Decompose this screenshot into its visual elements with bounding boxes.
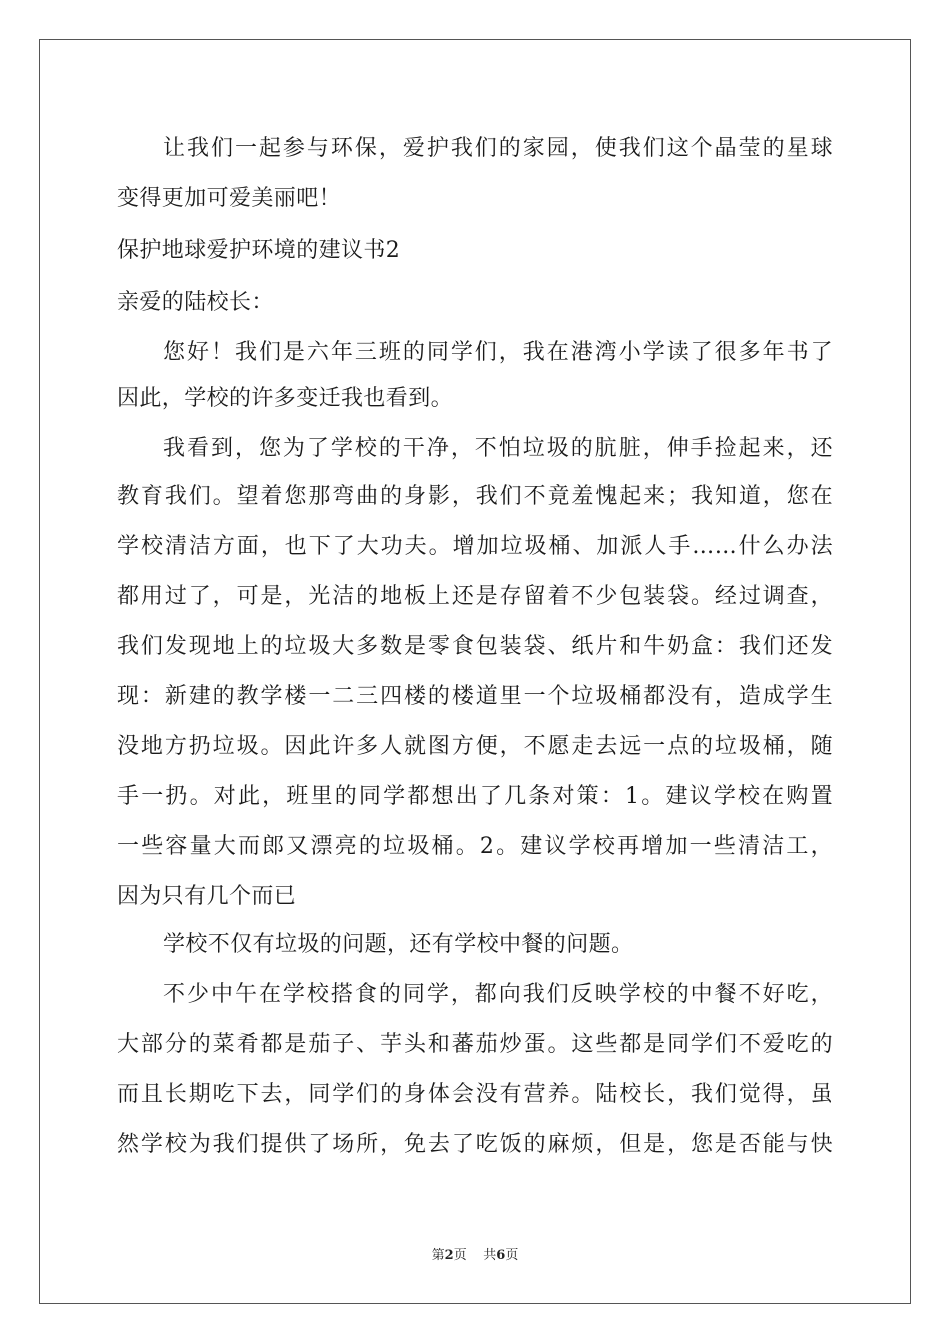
page-number: 2: [444, 1248, 454, 1263]
text-line: 变得更加可爱美丽吧！: [117, 186, 342, 211]
total-pages: 6: [496, 1248, 506, 1263]
page-border: [39, 39, 911, 1304]
total-suffix: 页: [505, 1248, 519, 1263]
salutation: 亲爱的陆校长：: [117, 290, 274, 315]
text-line: 然学校为我们提供了场所，免去了吃饭的麻烦，但是，您是否能与快: [117, 1132, 833, 1157]
text-line: 因此，学校的许多变迁我也看到。: [117, 386, 454, 411]
text-line: 学校清洁方面，也下了大功夫。增加垃圾桶、加派人手……什么办法: [117, 534, 833, 559]
text-line: 您好！我们是六年三班的同学们，我在港湾小学读了很多年书了: [163, 340, 833, 365]
text-line: 现：新建的教学楼一二三四楼的楼道里一个垃圾桶都没有，造成学生: [117, 684, 833, 709]
page-footer: [0, 1248, 950, 1264]
text-line: 一些容量大而郎又漂亮的垃圾桶。2。建议学校再增加一些清洁工，: [117, 834, 833, 859]
text-line: 学校不仅有垃圾的问题，还有学校中餐的问题。: [163, 932, 634, 957]
text-line: 教育我们。望着您那弯曲的身影，我们不竟羞愧起来；我知道，您在: [117, 484, 833, 509]
page-prefix: 第: [431, 1248, 445, 1263]
text-line: 而且长期吃下去，同学们的身体会没有营养。陆校长，我们觉得，虽: [117, 1082, 833, 1107]
page-suffix: 页: [453, 1248, 467, 1263]
text-line: 没地方扔垃圾。因此许多人就图方便，不愿走去远一点的垃圾桶，随: [117, 734, 833, 759]
total-prefix: 共: [483, 1248, 497, 1263]
text-line: 我看到，您为了学校的干净，不怕垃圾的肮脏，伸手捡起来，还: [163, 436, 833, 461]
text-line: 因为只有几个而已: [117, 884, 297, 909]
text-line: 大部分的菜肴都是茄子、芋头和蕃茄炒蛋。这些都是同学们不爱吃的: [117, 1032, 833, 1057]
section-title: 保护地球爱护环境的建议书2: [117, 238, 401, 263]
text-line: 手一扔。对此，班里的同学都想出了几条对策：1。建议学校在购置: [117, 784, 833, 809]
text-line: 我们发现地上的垃圾大多数是零食包装袋、纸片和牛奶盒：我们还发: [117, 634, 833, 659]
text-line: 让我们一起参与环保，爱护我们的家园，使我们这个晶莹的星球: [163, 136, 833, 161]
text-line: 都用过了，可是，光洁的地板上还是存留着不少包装袋。经过调查，: [117, 584, 833, 609]
text-line: 不少中午在学校搭食的同学，都向我们反映学校的中餐不好吃，: [163, 982, 833, 1007]
